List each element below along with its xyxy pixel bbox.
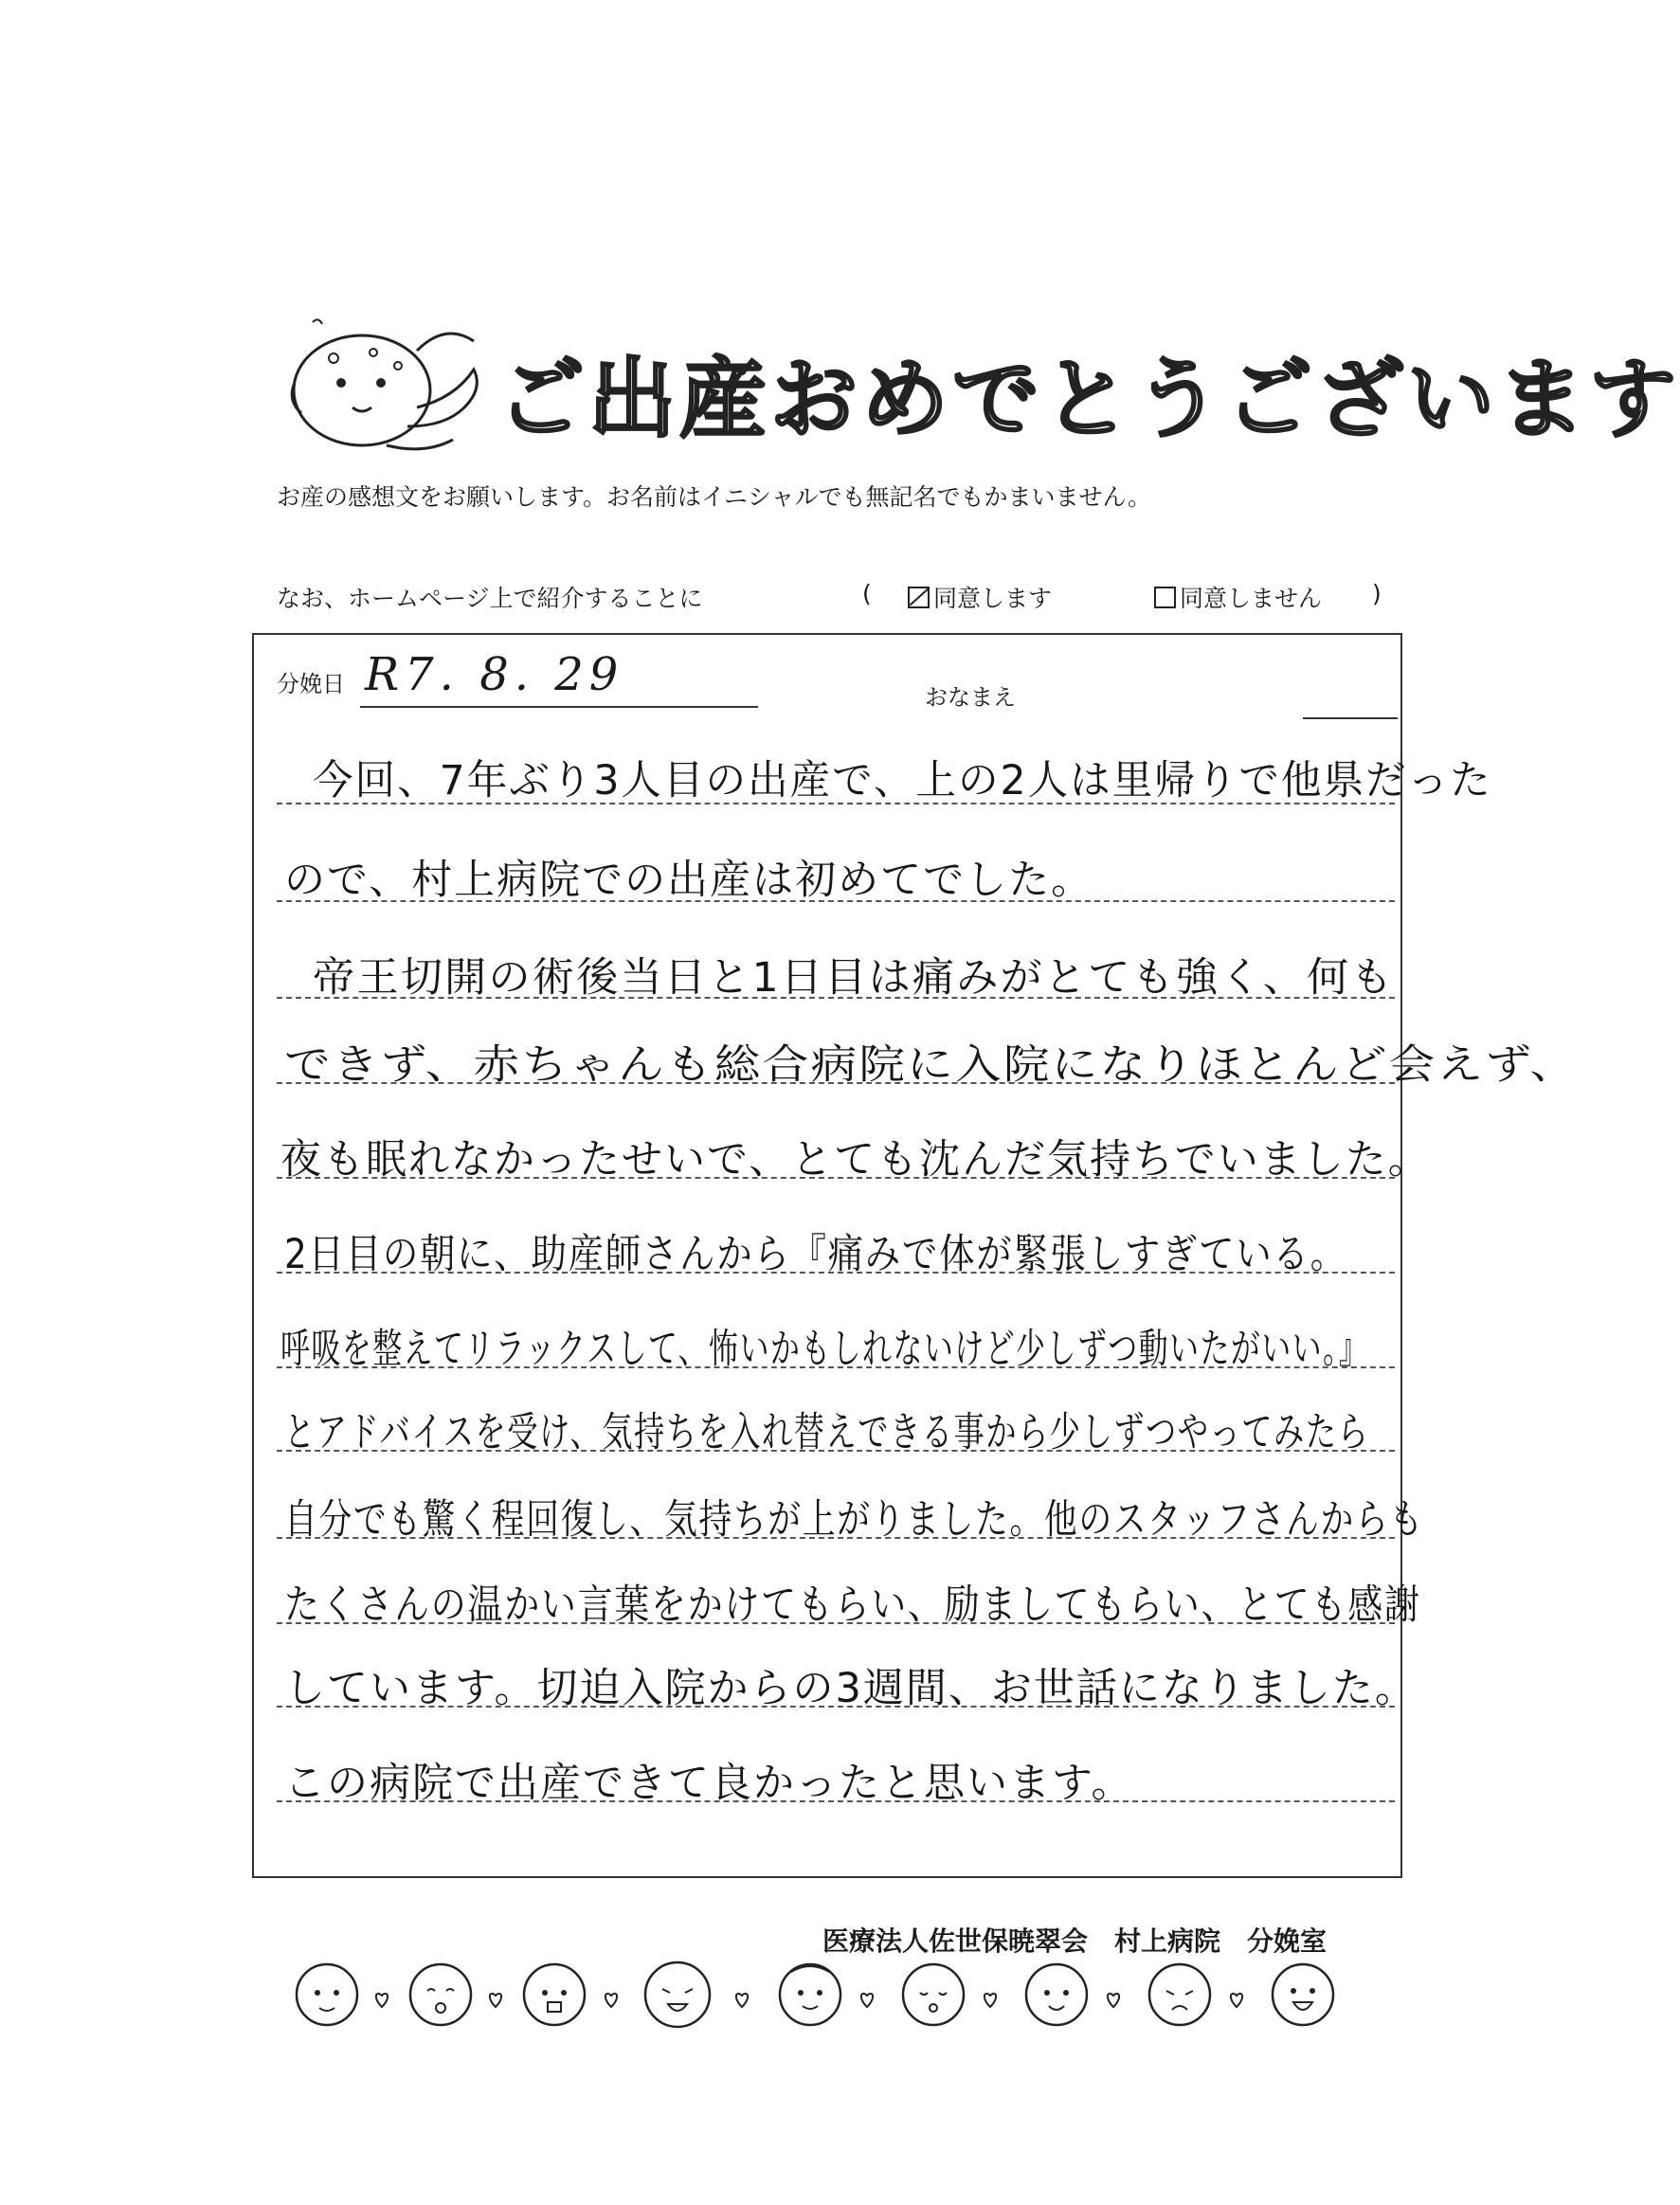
baby-face-icon	[1026, 1964, 1087, 2025]
heart-icon	[490, 1994, 501, 2007]
heart-icon	[1108, 1994, 1119, 2007]
name-label: おなまえ	[925, 684, 1016, 711]
page-title: ご出産おめでとうございます	[497, 349, 1680, 450]
comment-line: 今回、7年ぶり3人目の出産で、上の2人は里帰りで他県だった	[313, 757, 1492, 804]
comment-line: 2日目の朝に、助産師さんから『痛みで体が緊張しすぎている。	[284, 1231, 1347, 1278]
baby-face-icon	[780, 1964, 840, 2025]
disagree-label: 同意しません	[1180, 585, 1323, 612]
disagree-checkbox[interactable]	[1154, 587, 1176, 608]
comment-line: 自分でも驚く程回復し、気持ちが上がりました。他のスタッフさんからも	[284, 1496, 1424, 1544]
delivery-date-value[interactable]: R7. 8. 29	[365, 648, 624, 701]
heart-icon	[736, 1994, 748, 2007]
baby-faces-decoration	[270, 1943, 1407, 2028]
agree-checkbox[interactable]	[908, 587, 930, 608]
baby-face-icon	[903, 1964, 964, 2025]
comment-line: しています。切迫入院からの3週間、お世話になりました。	[284, 1665, 1418, 1712]
heart-icon	[376, 1994, 388, 2007]
baby-face-icon	[524, 1964, 585, 2025]
consent-agree-option[interactable]	[908, 580, 1052, 614]
agree-label: 同意します	[933, 585, 1053, 612]
consent-disagree-option[interactable]	[1154, 580, 1322, 614]
comment-line: この病院で出産できて良かったと思います。	[284, 1760, 1134, 1807]
baby-face-icon	[1149, 1964, 1210, 2025]
comment-line: できず、赤ちゃんも総合病院に入院になりほとんど会えず、	[284, 1041, 1579, 1089]
heart-icon	[861, 1994, 873, 2007]
publication-consent-text: なお、ホームページ上で紹介することに	[277, 585, 703, 612]
heart-icon	[985, 1994, 996, 2007]
baby-icon	[275, 313, 502, 455]
delivery-date-underline	[360, 706, 758, 708]
name-field[interactable]	[1303, 717, 1398, 719]
baby-face-icon	[410, 1964, 471, 2025]
hospital-name: 医療法人佐世保暁翠会 村上病院 分娩室	[822, 1925, 1328, 1957]
comment-line: 帝王切開の術後当日と1日目は痛みがとても強く、何も	[313, 954, 1395, 1002]
heart-icon	[1231, 1994, 1242, 2007]
baby-face-icon	[1273, 1964, 1333, 2025]
comment-line: とアドバイスを受け、気持ちを入れ替えできる事から少しずつやってみたら	[284, 1409, 1370, 1456]
consent-close-paren: )	[1372, 580, 1382, 607]
comment-line: 夜も眠れなかったせいで、とても沈んだ気持ちでいました。	[280, 1136, 1431, 1184]
instructions-text: お産の感想文をお願いします。お名前はイニシャルでも無記名でもかまいません。	[277, 483, 1152, 511]
delivery-date-label: 分娩日	[277, 671, 345, 697]
baby-face-icon	[645, 1962, 710, 2027]
comment-line: たくさんの温かい言葉をかけてもらい、励ましてもらい、とても感謝	[284, 1581, 1421, 1629]
consent-open-paren: (	[862, 580, 872, 607]
comment-line: 呼吸を整えてリラックスして、怖いかもしれないけど少しずつ動いたがいい。』	[280, 1326, 1370, 1373]
baby-face-icon	[297, 1964, 357, 2025]
comment-line: ので、村上病院での出産は初めてでした。	[284, 857, 1094, 904]
heart-icon	[605, 1994, 617, 2007]
title-area	[275, 313, 1680, 455]
